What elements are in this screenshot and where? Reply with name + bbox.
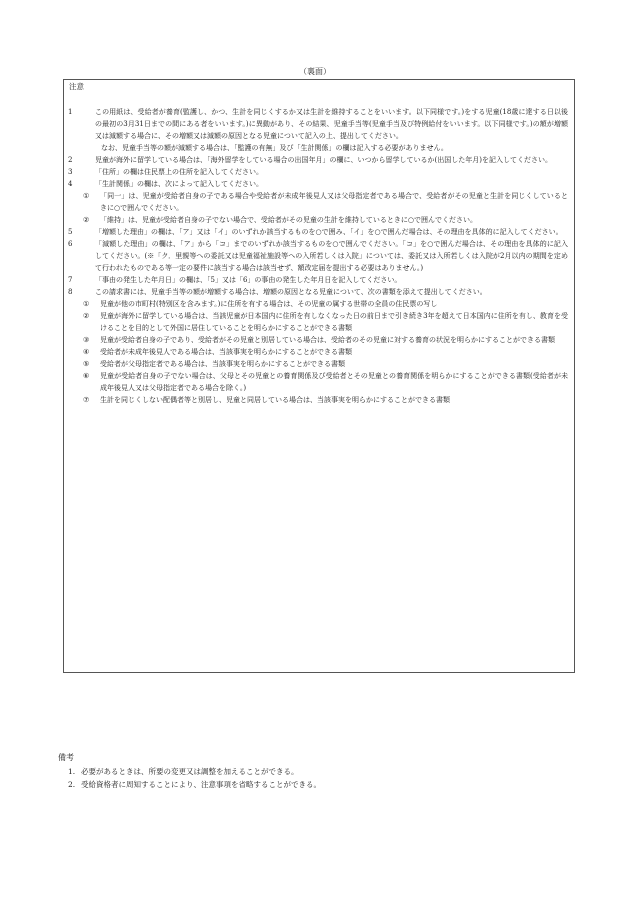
note-number: 8 [68, 288, 73, 296]
note-text: 児童が海外に留学している場合は、当該児童が日本国内に住所を有しなくなった日の前日まで引き続き3年を超えて日本国内に住所を有し、教育を受けることを目的として外国に居住していることを明らかにすることができる書類 [100, 312, 568, 332]
note-text: 生計を同じくしない配偶者等と別居し、児童と同居している場合は、当該事実を明らかにすることができる書類 [100, 396, 450, 404]
note-subitem [64, 370, 574, 394]
note-subnumber: ④ [83, 348, 90, 356]
note-text: 児童が受給者自身の子でない場合は、父母とその児童との養育関係及び受給者とその児童との養育関係を明らかにすることができる書類(受給者が未成年後見人又は父母指定者である場合を除く。) [100, 372, 568, 392]
notes-box [63, 79, 575, 673]
remarks-section [58, 752, 578, 791]
note-item [64, 178, 574, 190]
note-number: 6 [68, 240, 73, 248]
note-item [64, 106, 574, 142]
remark-item [58, 765, 578, 778]
note-text: 「減額した理由」の欄は、「ア」から「コ」までのいずれか該当するものを○で囲んでください。「コ」を○で囲んだ場合は、その理由を具体的に記入してください。(※「ク．里親等への委託又は児童福祉施設等への入所若しくは入院」については、委託又は入所若しくは入院が2月以内の期間を定めて行われたものである等一定の要件に該当する場合は該当せず、額改定届を提出する必要はありません。) [95, 240, 568, 272]
note-text: 受給者が父母指定者である場合は、当該事実を明らかにすることができる書類 [100, 360, 345, 368]
note-text: 児童が他の市町村(特別区を含みます。)に住所を有する場合は、その児童の属する世帯の全員の住民票の写し [100, 300, 438, 308]
note-text: 「生計関係」の欄は、次によって記入してください。 [95, 180, 263, 188]
note-subnumber: ① [83, 192, 90, 200]
note-subnumber: ① [83, 300, 90, 308]
note-subitem [64, 310, 574, 334]
note-text: なお、児童手当等の額が減額する場合は、「監護の有無」及び「生計関係」の欄は記入する必要がありません。 [101, 144, 448, 152]
note-text: 児童が受給者自身の子であり、受給者がその児童と別居している場合は、受給者のその児童に対する養育の状況を明らかにすることができる書類 [100, 336, 555, 344]
remark-number: 1. [68, 767, 76, 776]
note-subitem [64, 190, 574, 214]
remark-number: 2. [68, 780, 76, 789]
note-subnumber: ⑥ [83, 372, 90, 380]
note-subnumber: ⑦ [83, 396, 90, 404]
note-subitem [64, 334, 574, 346]
notes-title: 注意 [69, 82, 84, 91]
remark-text: 受給資格者に周知することにより、注意事項を省略することができる。 [81, 780, 321, 789]
note-item [64, 286, 574, 298]
note-text: 「同一」は、児童が受給者自身の子である場合や受給者が未成年後見人又は父母指定者である場合で、受給者がその児童と生計を同じくしているときに○で囲んでください。 [100, 192, 568, 212]
note-text: 「事由の発生した年月日」の欄は、「5」又は「6」の事由の発生した年月日を記入してください。 [95, 276, 402, 284]
remark-text: 必要があるときは、所要の変更又は調整を加えることができる。 [81, 767, 299, 776]
note-number: 4 [68, 180, 73, 188]
note-text: この請求書には、児童手当等の額が増額する場合は、増額の原因となる児童について、次の書類を添えて提出してください。 [95, 288, 487, 296]
note-subitem [64, 358, 574, 370]
notes-body [64, 106, 574, 406]
remark-item [58, 778, 578, 791]
note-subitem [64, 394, 574, 406]
note-text: 「増額した理由」の欄は、「ア」又は「イ」のいずれか該当するものを○で囲み、「イ」を○で囲んだ場合は、その理由を具体的に記入してください。 [95, 228, 563, 236]
page-header: （裏面） [299, 67, 331, 76]
note-number: 7 [68, 276, 73, 284]
note-number: 5 [68, 228, 73, 236]
note-number: 2 [68, 156, 73, 164]
note-text: 児童が海外に留学している場合は、「海外留学をしている場合の出国年月」の欄に、いつから留学しているか(出国した年月)を記入してください。 [95, 156, 552, 164]
note-subnumber: ② [83, 312, 90, 320]
note-text: 「維持」は、児童が受給者自身の子でない場合で、受給者がその児童の生計を維持しているときに○で囲んでください。 [100, 216, 477, 224]
note-item [64, 238, 574, 274]
note-number: 1 [68, 108, 73, 116]
note-item [64, 142, 574, 154]
note-item [64, 226, 574, 238]
note-item [64, 154, 574, 166]
remarks-title: 備考 [58, 753, 74, 762]
note-subitem [64, 346, 574, 358]
note-number: 3 [68, 168, 73, 176]
note-subitem [64, 214, 574, 226]
note-subitem [64, 298, 574, 310]
note-subnumber: ③ [83, 336, 90, 344]
note-item [64, 166, 574, 178]
note-item [64, 274, 574, 286]
note-text: 「住所」の欄は住民票上の住所を記入してください。 [95, 168, 263, 176]
note-subnumber: ⑤ [83, 360, 90, 368]
note-text: 受給者が未成年後見人である場合は、当該事実を明らかにすることができる書類 [100, 348, 352, 356]
note-subnumber: ② [83, 216, 90, 224]
note-text: この用紙は、受給者が養育(監護し、かつ、生計を同じくするか又は生計を維持することをいいます。以下同様です。)をする児童(18歳に達する日以後の最初の3月31日までの間にある者をいいます。)に異動があり、その結果、児童手当等(児童手当及び特例給付をいいます。以下同様です。)の額が増額又は減額する場合に、その増額又は減額の原因となる児童について記入の上、提出してください。 [95, 108, 568, 140]
